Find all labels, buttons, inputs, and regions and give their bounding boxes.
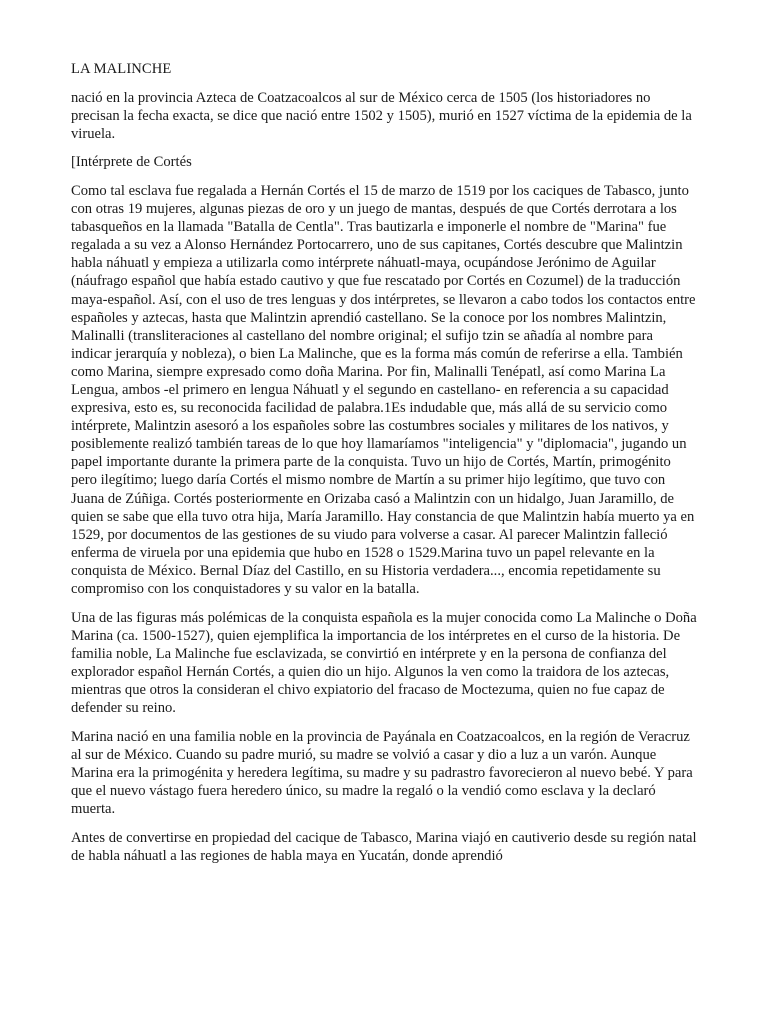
paragraph-cautiverio: Antes de convertirse en propiedad del cacique de Tabasco, Marina viajó en cautiverio desde su región natal de habla náhuatl a las regiones de habla maya en Yucatán, donde aprendió <box>71 829 697 864</box>
document-title: LA MALINCHE <box>71 61 172 77</box>
paragraph-familia-noble: Marina nació en una familia noble en la provincia de Payánala en Coatzacoalcos, en la región de Veracruz al sur de México. Cuando su padre murió, su madre se volvió a casar y dio a luz a un varón. Aunque Marina era la primogénita y heredera legítima, su madre y su padrastro favorecieron al nuevo bebé. Y para que el nuevo vástago fuera heredero único, su madre la regaló o la vendió como esclava y la declaró muerta. <box>71 728 693 818</box>
paragraph-figuras-polemicas: Una de las figuras más polémicas de la conquista española es la mujer conocida como La Malinche o Doña Marina (ca. 1500-1527), quien ejemplifica la importancia de los intérpretes en el curso de la historia. De familia noble, La Malinche fue esclavizada, se convirtió en intérprete y en la persona de confianza del explorador español Hernán Cortés, a quien dio un hijo. Algunos la ven como la traidora de los aztecas, mientras que otros la consideran el chivo expiatorio del fracaso de Moctezuma, quien no fue capaz de defender su reino. <box>71 609 697 717</box>
paragraph-birth: nació en la provincia Azteca de Coatzacoalcos al sur de México cerca de 1505 (los historiadores no precisan la fecha exacta, se dice que nació entre 1502 y 1505), murió en 1527 víctima de la epidemia de la viruela. <box>71 89 692 142</box>
document-page <box>71 60 697 875</box>
paragraph-esclava: Como tal esclava fue regalada a Hernán Cortés el 15 de marzo de 1519 por los caciques de Tabasco, junto con otras 19 mujeres, algunas piezas de oro y un juego de mantas, después de que Cortés derrotara a los tabasqueños en la llamada "Batalla de Centla". Tras bautizarla e imponerle el nombre de "Marina" fue regalada a su vez a Alonso Hernández Portocarrero, uno de sus capitanes, Cortés descubre que Malintzin habla náhuatl y empieza a utilizarla como intérprete náhuatl-maya, ocupándose Jerónimo de Aguilar (náufrago español que había estado cautivo y que fue rescatado por Cortés en Cozumel) de la traducción maya-español. Así, con el uso de tres lenguas y dos intérpretes, se llevaron a cabo todos los contactos entre españoles y aztecas, hasta que Malintzin aprendió castellano. Se la conoce por los nombres Malintzin, Malinalli (transliteraciones al castellano del nombre original; el sufijo tzin se añadía al nombre para indicar jerarquía y nobleza), o bien La Malinche, que es la forma más común de referirse a ella. También como Marina, siempre expresado como doña Marina. Por fin, Malinalli Tenépatl, así como Marina La Lengua, ambos -el primero en lengua Náhuatl y el segundo en castellano- en referencia a su capacidad expresiva, esto es, su reconocida facilidad de palabra.1Es indudable que, más allá de su servicio como intérprete, Malintzin asesoró a los españoles sobre las costumbres sociales y militares de los nativos, y posiblemente realizó también tareas de lo que hoy llamaríamos "inteligencia" y "diplomacia", jugando un papel importante durante la primera parte de la conquista. Tuvo un hijo de Cortés, Martín, primogénito pero ilegítimo; luego daría Cortés el mismo nombre de Martín a su primer hijo legítimo, que tuvo con Juana de Zúñiga. Cortés posteriormente en Orizaba casó a Malintzin con un hidalgo, Juan Jaramillo, de quien se sabe que ella tuvo otra hija, María Jaramillo. Hay constancia de que Malintzin había muerto ya en 1529, por documentos de las gestiones de su viudo para volverse a casar. Al parecer Malintzin falleció enferma de viruela por una epidemia que hubo en 1528 o 1529.Marina tuvo un papel relevante en la conquista de México. Bernal Díaz del Castillo, en su Historia verdadera..., encomia repetidamente su compromiso con los conquistadores y su valor en la batalla. <box>71 182 696 598</box>
paragraph-heading-interprete: [Intérprete de Cortés <box>71 154 192 171</box>
